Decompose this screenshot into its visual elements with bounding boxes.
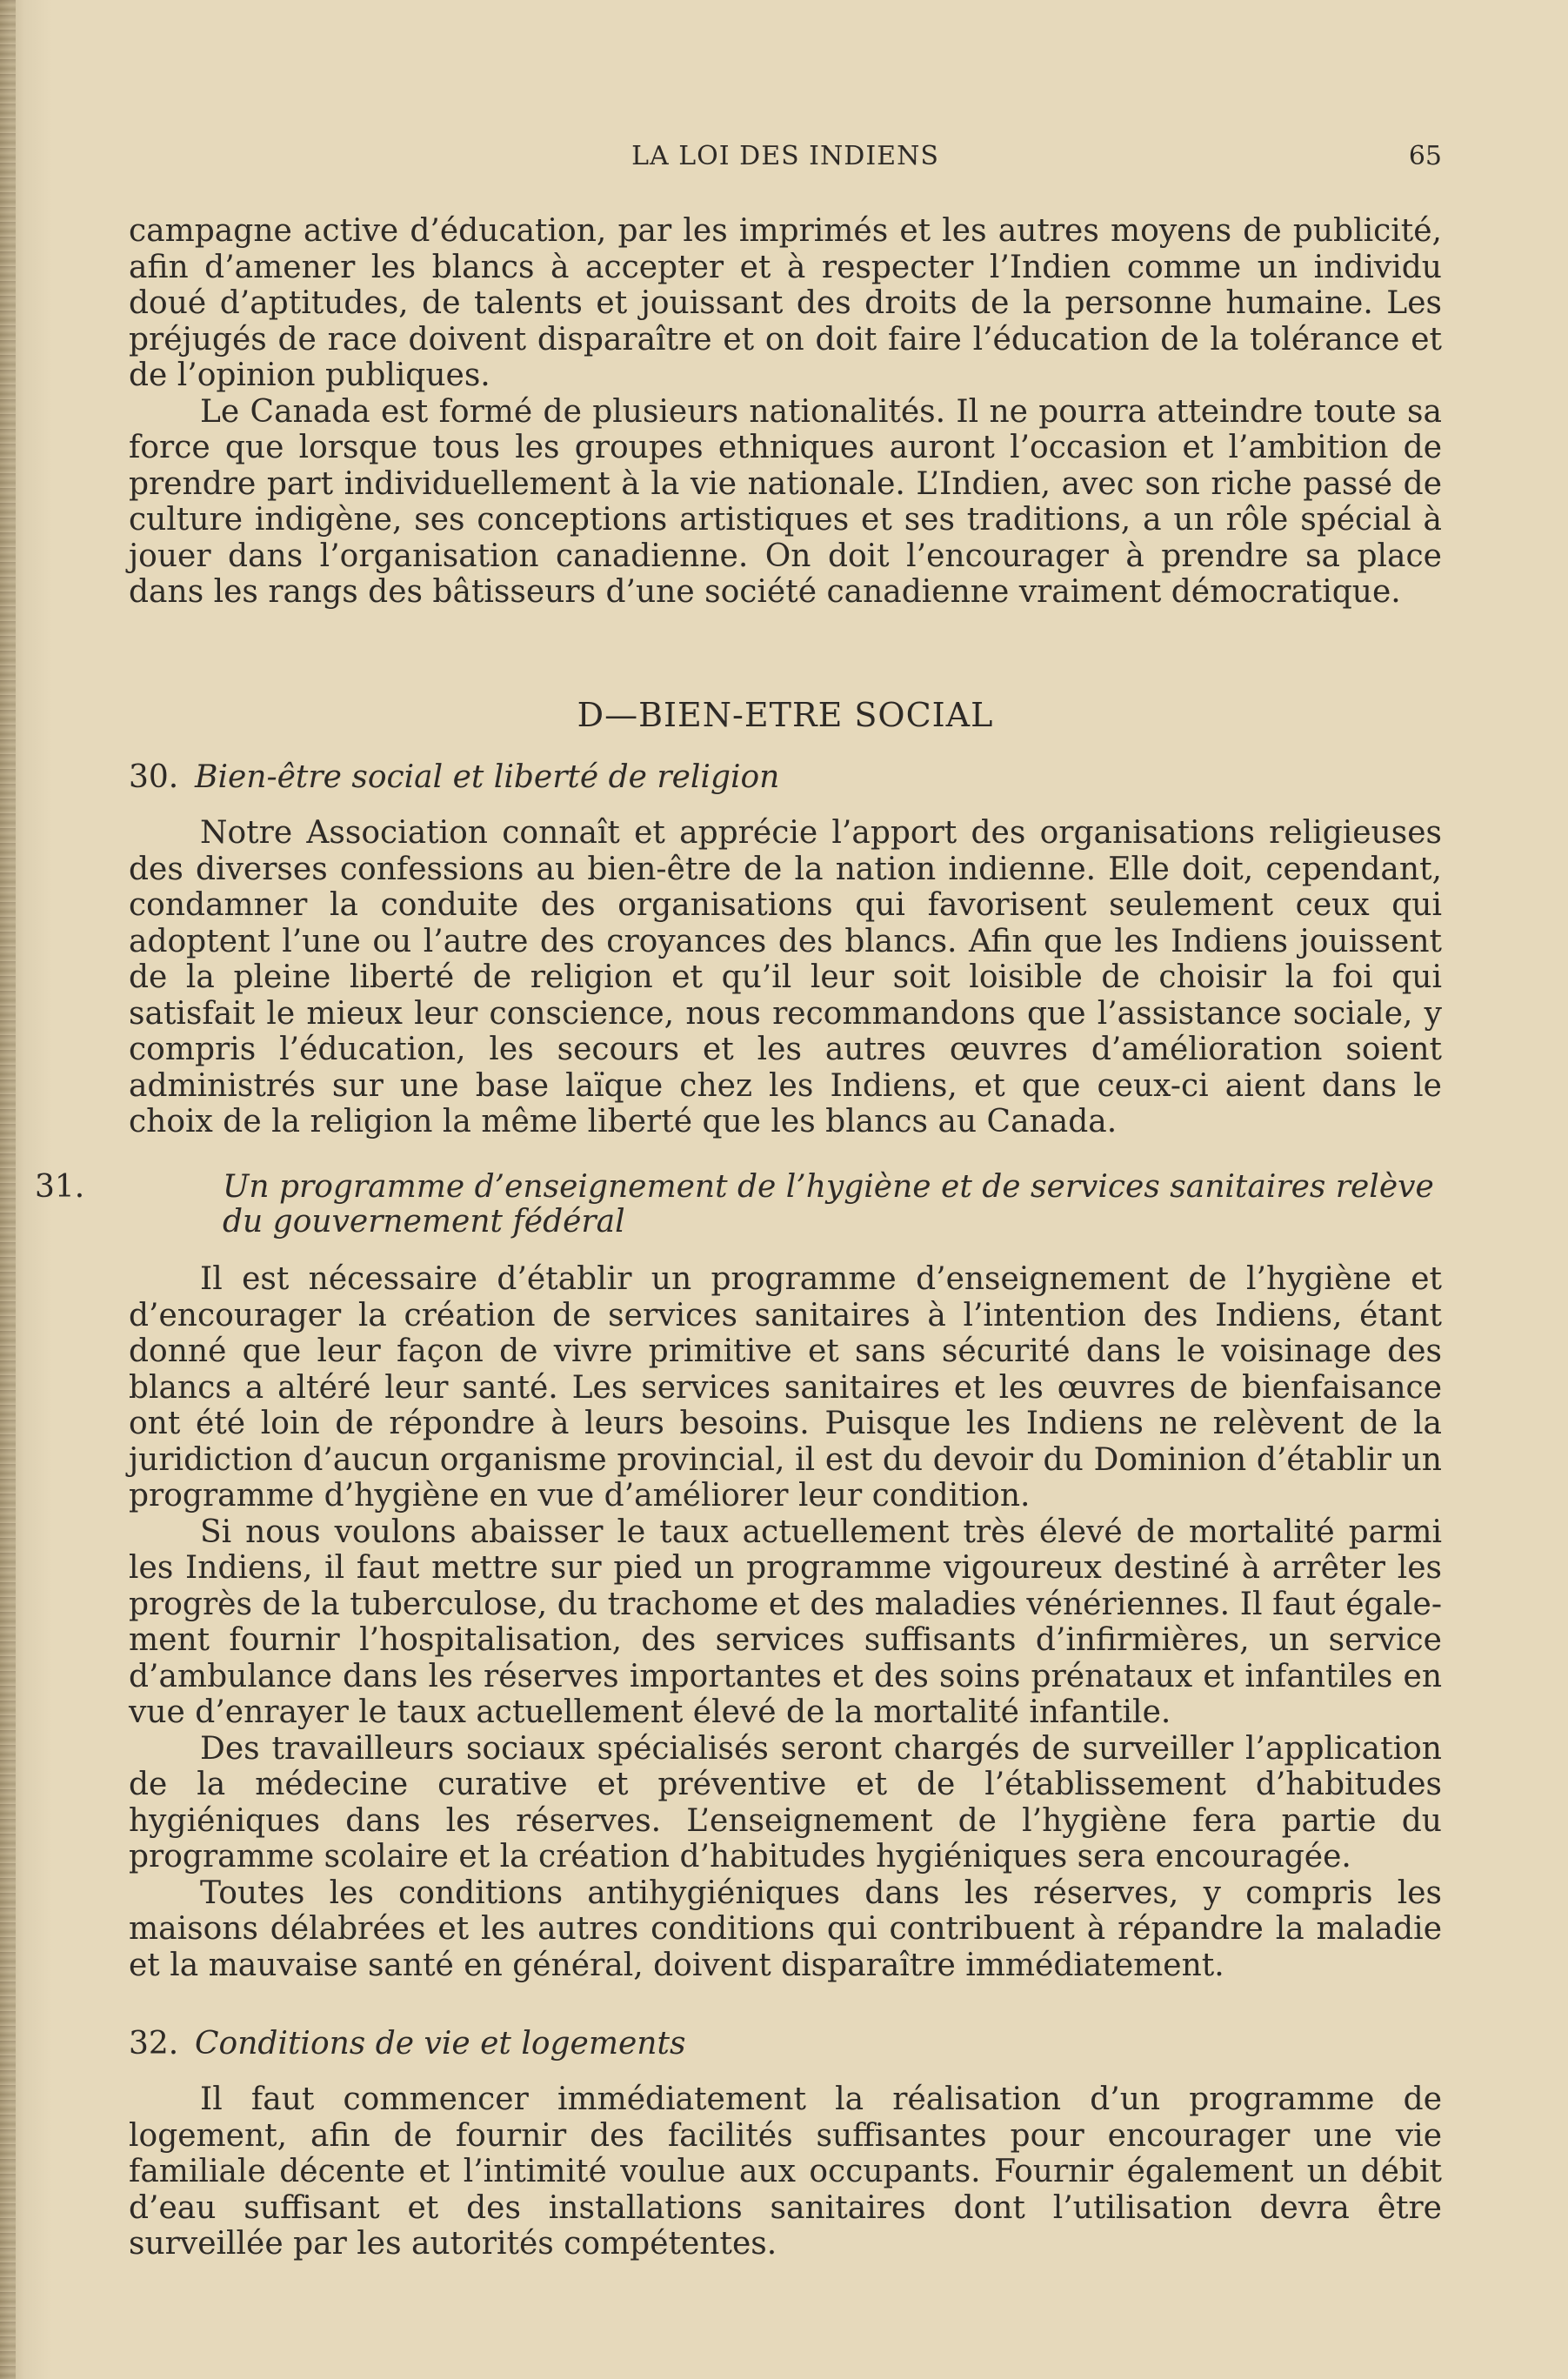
item-30-number: 30. [129,759,179,795]
item-32-heading [129,2027,1442,2062]
item-31-paragraph-3: Des travailleurs sociaux spécialisés seront chargés de surveiller l’application de la médecine curative et préventive et de l’établissement d’habitudes hygiéniques dans les réserves. L’enseignement de l’hygiène fera partie du programme scolaire et la création d’habitudes hygiéniques sera encouragée. [129,1730,1442,1874]
item-31-text [129,1261,1442,1983]
section-heading: D—BIEN-ETRE SOCIAL [577,696,994,734]
page-number: 65 [1408,141,1442,171]
item-31-paragraph-1: Il est nécessaire d’établir un programme d’enseignement de l’hygiène et d’encourager la création de services sanitaires à l’intention des Indiens, étant donné que leur façon de vivre primitive et sans sécurité dans le voisinage des blancs a altéré leur santé. Les services sanitaires et les œuvres de bienfaisance ont été loin de répondre à leurs besoins. Puisque les Indiens ne relèvent de la juridiction d’aucun organisme provincial, il est du devoir du Dominion d’établir un programme d’hygiène en vue d’améliorer leur condition. [129,1261,1442,1514]
item-31-number: 31. [35,1169,85,1205]
item-32-paragraph-1: Il faut commencer immédiatement la réalisation d’un programme de logement, afin de fournir des facilités suffisantes pour encourager une vie familiale décente et l’intimité voulue aux occupants. Fournir également un débit d’eau suffisant et des installations sanitaires dont l’utilisation devra être surveillée par les autorités compétentes. [129,2082,1442,2262]
item-31-paragraph-2: Si nous voulons abaisser le taux actuellement très élevé de mortalité parmi les Indiens, il faut mettre sur pied un programme vigoureux destiné à arrêter les progrès de la tuberculose, du trachome et des maladies vénériennes. Il faut également fournir l’hospitalisation, des services suffisants d’infirmières, un service d’ambulance dans les réserves importantes et des soins prénataux et infantiles en vue d’enrayer le taux actuellement élevé de la mortalité infantile. [129,1514,1442,1730]
item-30-title: Bien-être social et liberté de religion [195,759,780,795]
intro-text [129,213,1442,611]
item-31-paragraph-4: Toutes les conditions antihygiéniques dans les réserves, y compris les maisons délabrées et les autres conditions qui contribuent à répandre la maladie et la mauvaise santé en général, doivent disparaître immédiatement. [129,1874,1442,1983]
intro-paragraph-1: campagne active d’éducation, par les imprimés et les autres moyens de publicité, afin d’amener les blancs à accepter et à respecter l’Indien comme un individu doué d’aptitudes, de talents et jouissant des droits de la personne humaine. Les préjugés de race doivent disparaître et on doit faire l’éducation de la tolérance et de l’opinion publiques. [129,213,1442,393]
item-32-text [129,2082,1442,2262]
item-32-title: Conditions de vie et logements [195,2026,686,2062]
intro-paragraph-2: Le Canada est formé de plusieurs nationalités. Il ne pourra atteindre toute sa force que lorsque tous les groupes ethniques auront l’occasion et l’ambition de prendre part individuellement à la vie nationale. L’Indien, avec son riche passé de culture indigène, ses conceptions artistiques et ses traditions, a un rôle spécial à jouer dans l’organisation canadienne. On doit l’encourager à prendre sa place dans les rangs des bâtisseurs d’une société canadienne vraiment démocratique. [129,393,1442,610]
item-32-number: 32. [129,2026,179,2062]
item-31-heading [35,1169,1442,1240]
item-30-text [129,815,1442,1140]
running-header [129,141,1442,176]
running-title: LA LOI DES INDIENS [631,141,939,171]
binding-edge [0,0,16,2379]
item-30-paragraph-1: Notre Association connaît et apprécie l’apport des organisations religieuses des diverses confessions au bien-être de la nation indienne. Elle doit, cependant, condamner la conduite des organisations qui favorisent seulement ceux qui adoptent l’une ou l’autre des croyances des blancs. Afin que les Indiens jouissent de la pleine liberté de religion et qu’il leur soit loisible de choisir la foi qui satisfait le mieux leur conscience, nous recommandons que l’assistance sociale, y compris l’éducation, les secours et les autres œuvres d’amélioration soient administrés sur une base laïque chez les Indiens, et que ceux-ci aient dans le choix de la religion la même liberté que les blancs au Canada. [129,815,1442,1139]
item-31-title: Un programme d’enseignement de l’hygiène et de services sanitaires relève du gouvernement fédéral [223,1169,1434,1240]
item-30-heading [129,760,1442,795]
